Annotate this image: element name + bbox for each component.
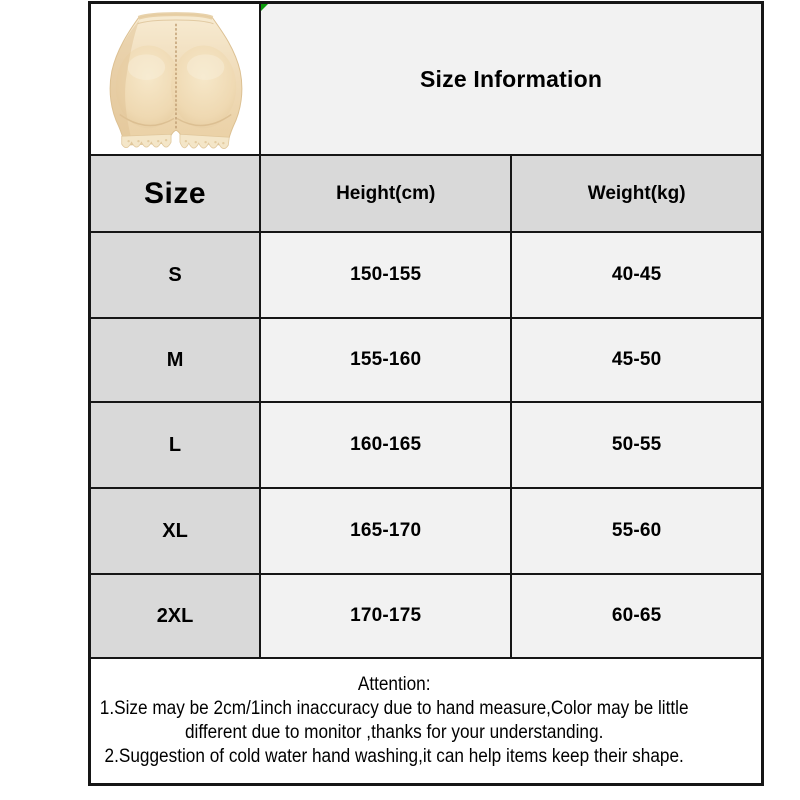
- page-title: Size Information: [419, 65, 603, 92]
- product-image-cell: [90, 3, 261, 156]
- size-label-cell: S: [90, 232, 261, 318]
- height-value-cell: 155-160: [260, 318, 511, 402]
- size-label-cell: L: [90, 402, 261, 488]
- size-label-cell: 2XL: [90, 574, 261, 658]
- table-row: [90, 318, 763, 402]
- attention-line: 1.Size may be 2cm/1inch inaccuracy due to hand measure,Color may be little: [99, 697, 689, 719]
- attention-row: [90, 658, 763, 784]
- column-header-height: Height(cm): [260, 155, 511, 232]
- size-label-cell: M: [90, 318, 261, 402]
- height-value-cell: 165-170: [260, 488, 511, 574]
- height-value-cell: 170-175: [260, 574, 511, 658]
- weight-value-cell: 40-45: [511, 232, 762, 318]
- attention-note: [91, 673, 697, 769]
- highlight-left: [127, 54, 164, 80]
- height-value-cell: 150-155: [260, 232, 511, 318]
- attention-heading: Attention:: [357, 673, 431, 695]
- table-row: [90, 232, 763, 318]
- size-chart-table: [88, 1, 764, 786]
- product-image: [99, 4, 252, 154]
- column-header-weight: Weight(kg): [511, 155, 762, 232]
- size-label-cell: XL: [90, 488, 261, 574]
- highlight-right: [186, 54, 224, 80]
- green-corner-marker-icon: [260, 3, 273, 15]
- weight-value-cell: 45-50: [511, 318, 762, 402]
- column-header-size: Size: [90, 155, 261, 232]
- table-row: [90, 402, 763, 488]
- table-row: [90, 488, 763, 574]
- height-value-cell: 160-165: [260, 402, 511, 488]
- attention-line: different due to monitor ,thanks for your understanding.: [184, 721, 604, 743]
- weight-value-cell: 50-55: [511, 402, 762, 488]
- header-row: [90, 155, 763, 232]
- lace-trim-right: [179, 134, 228, 148]
- attention-note-cell: [90, 658, 763, 784]
- weight-value-cell: 55-60: [511, 488, 762, 574]
- weight-value-cell: 60-65: [511, 574, 762, 658]
- table-row: [90, 574, 763, 658]
- table-title-cell: [260, 3, 762, 156]
- attention-line: 2.Suggestion of cold water hand washing,it can help items keep their shape.: [104, 745, 684, 767]
- title-row: [90, 3, 763, 156]
